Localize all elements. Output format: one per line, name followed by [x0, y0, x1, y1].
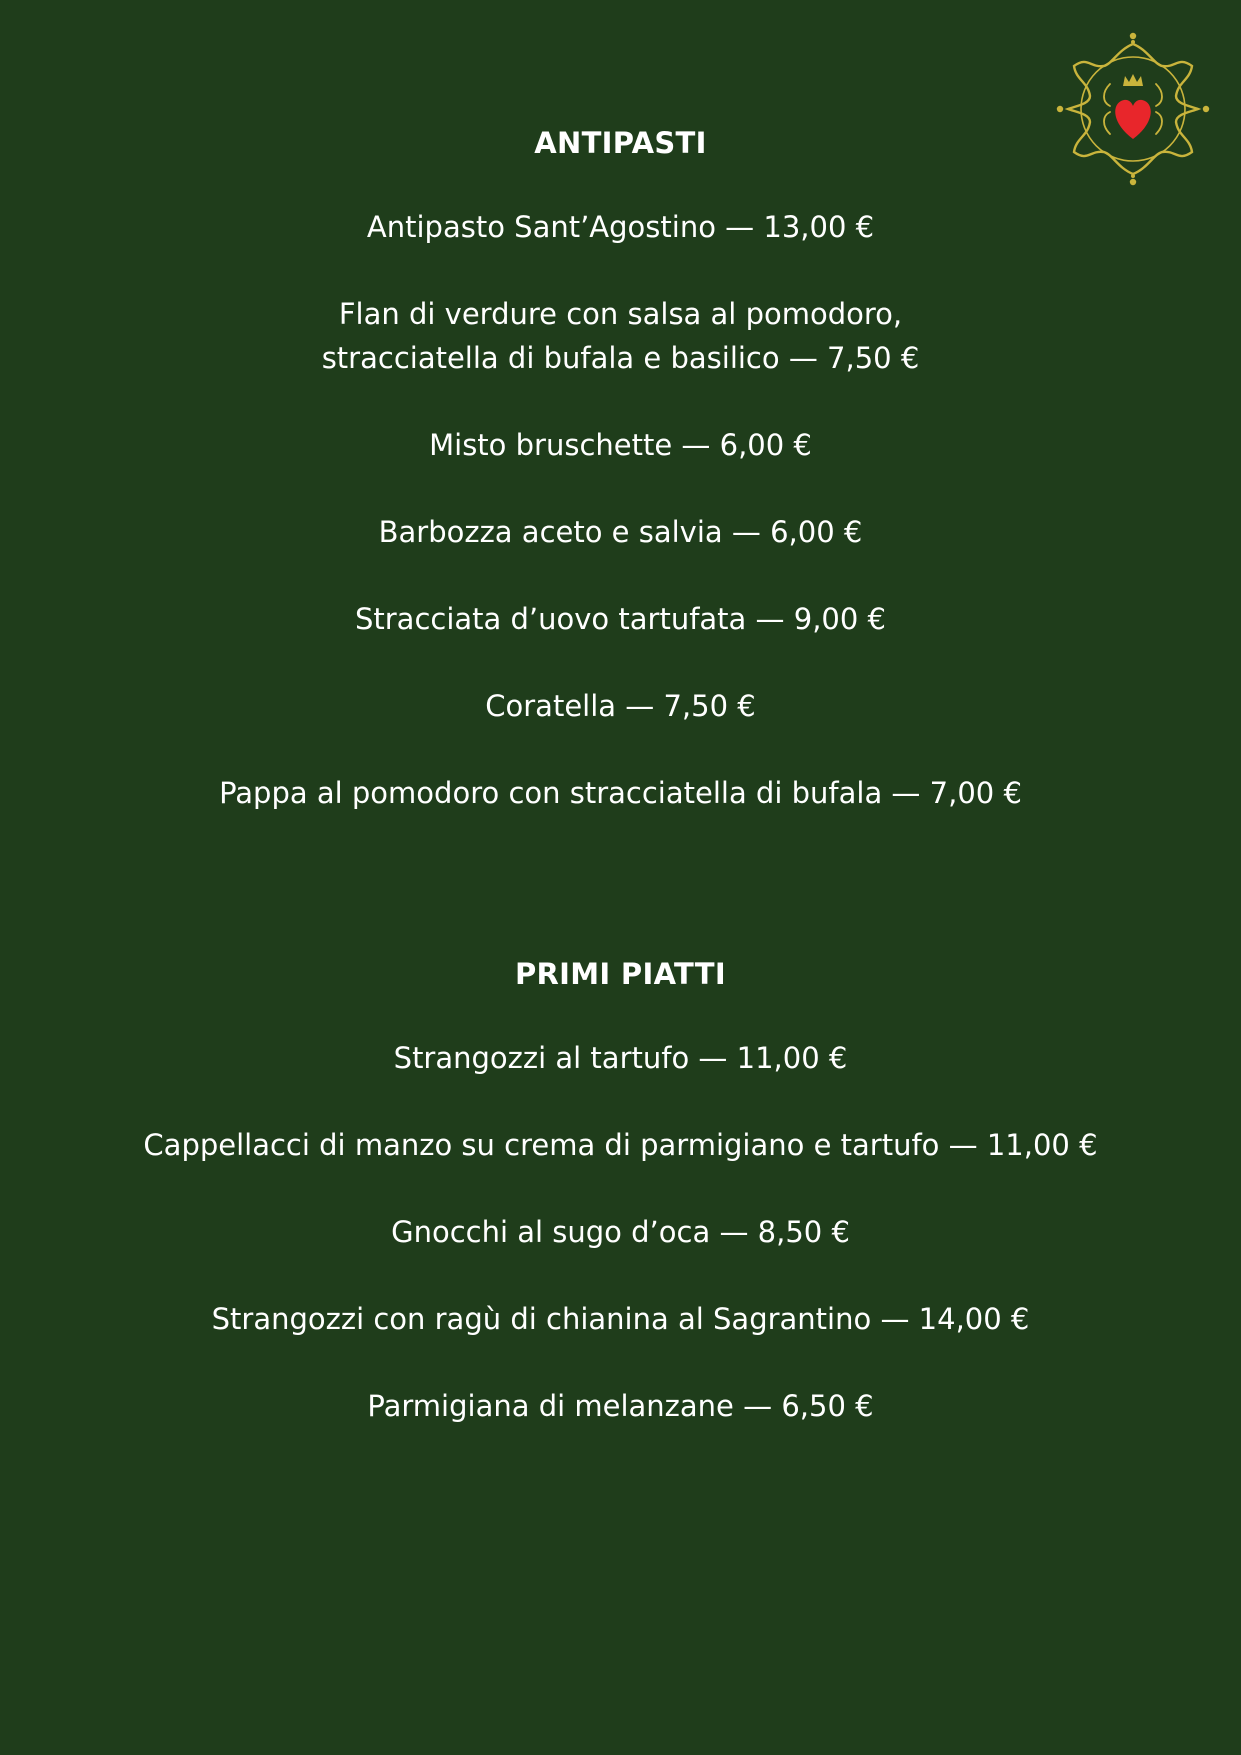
menu-item: [0, 1384, 1241, 1428]
section-title-antipasti: ANTIPASTI: [534, 126, 707, 160]
antipasti-section: [0, 118, 1241, 858]
menu-item: [0, 292, 1241, 380]
menu-item-text: Parmigiana di melanzane — 6,50 €: [367, 1389, 874, 1423]
menu-item: [0, 205, 1241, 249]
menu-item-text: Antipasto Sant’Agostino — 13,00 €: [366, 210, 875, 244]
menu-item-text: Coratella — 7,50 €: [485, 689, 756, 723]
menu-item-text: Flan di verdure con salsa al pomodoro,: [338, 297, 903, 331]
menu-item: [0, 423, 1241, 467]
menu-item-text: Gnocchi al sugo d’oca — 8,50 €: [391, 1215, 850, 1249]
menu-item: [0, 510, 1241, 554]
menu-item-text: Strangozzi con ragù di chianina al Sagrantino — 14,00 €: [211, 1302, 1030, 1336]
menu-item-text: Pappa al pomodoro con stracciatella di bufala — 7,00 €: [219, 776, 1022, 810]
primi-piatti-section: [0, 949, 1241, 1471]
menu-item-text: Misto bruschette — 6,00 €: [429, 428, 812, 462]
menu-item: [0, 1210, 1241, 1254]
section-title-primi-piatti: PRIMI PIATTI: [515, 957, 726, 991]
menu-item: [0, 1036, 1241, 1080]
menu-item-text: Cappellacci di manzo su crema di parmigiano e tartufo — 11,00 €: [143, 1128, 1098, 1162]
menu-item: [0, 1123, 1241, 1167]
menu-item-text: Barbozza aceto e salvia — 6,00 €: [378, 515, 863, 549]
menu-item: [0, 771, 1241, 815]
menu-item-text: Stracciata d’uovo tartufata — 9,00 €: [354, 602, 887, 636]
menu-item: [0, 684, 1241, 728]
menu-item: [0, 1297, 1241, 1341]
menu-item-text: Strangozzi al tartufo — 11,00 €: [393, 1041, 848, 1075]
menu-item-text: stracciatella di bufala e basilico — 7,50 €: [321, 341, 920, 375]
menu-item: [0, 597, 1241, 641]
